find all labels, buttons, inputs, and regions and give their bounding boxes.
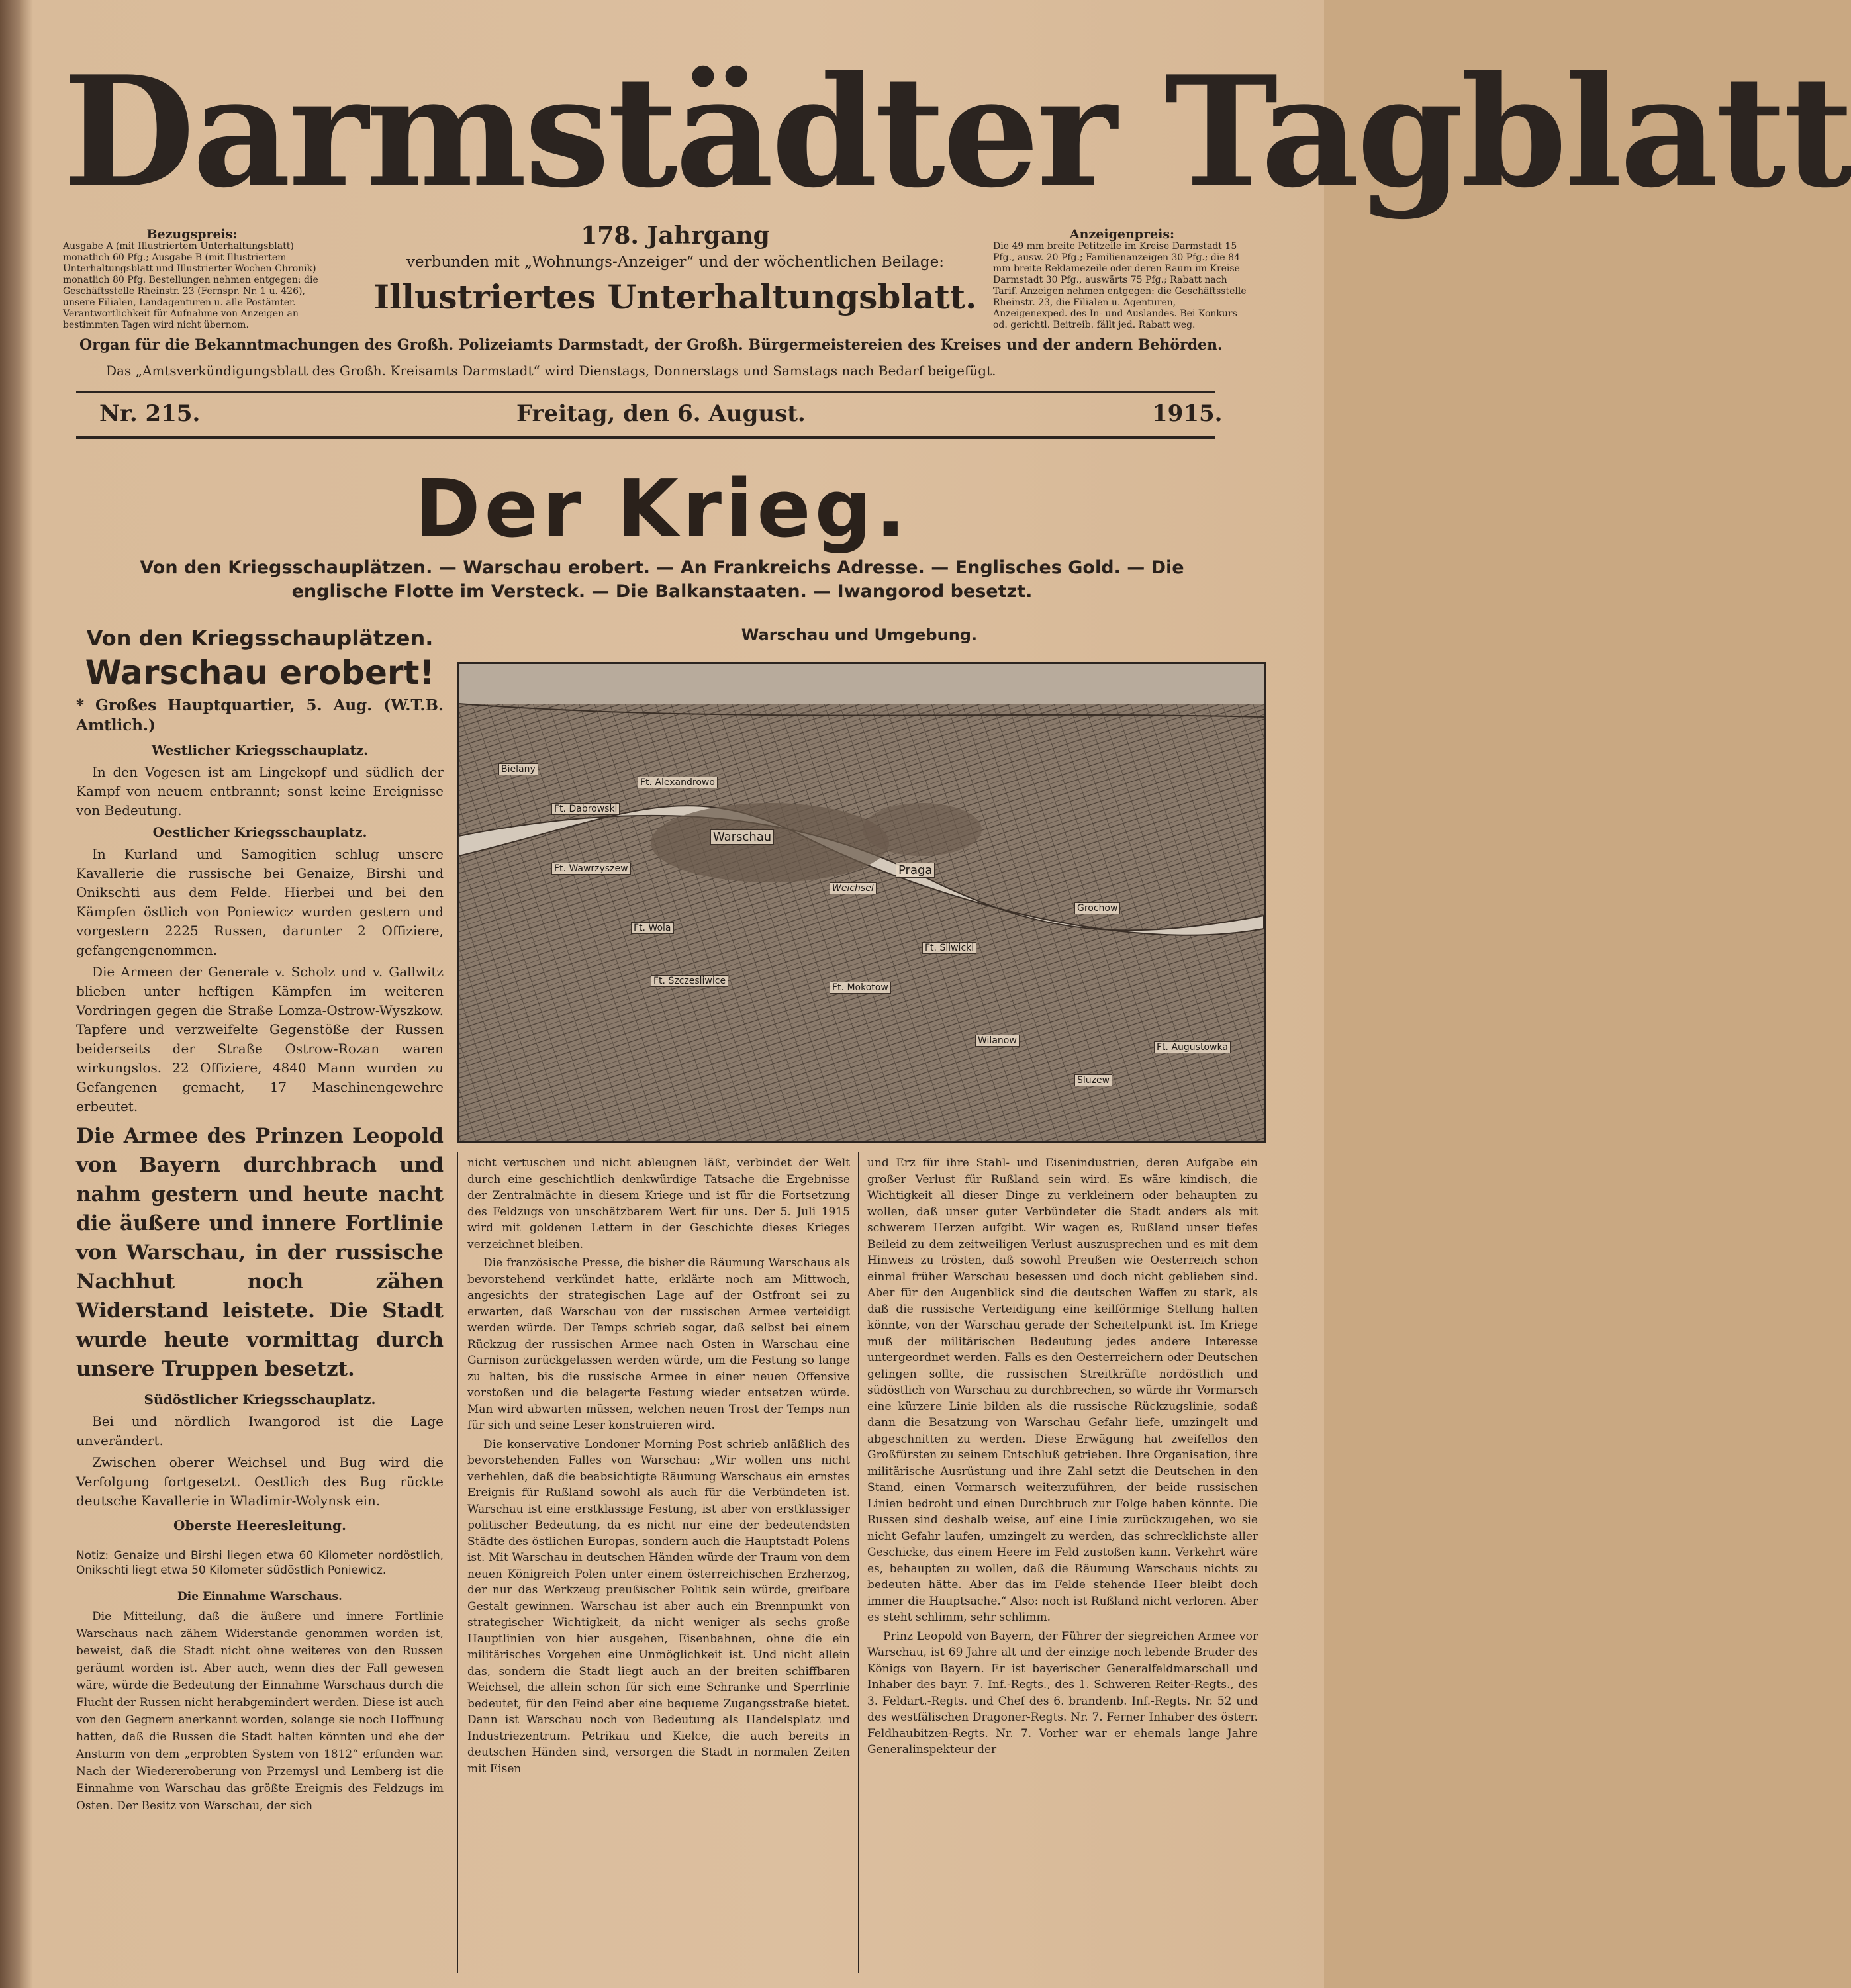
report-body	[76, 741, 444, 1116]
binding-spine	[0, 0, 20, 1988]
right-column	[867, 1155, 1258, 1761]
dateline: * Großes Hauptquartier, 5. Aug. (W.T.B. Amtlich.)	[76, 696, 444, 734]
anzeigenpreis-title: Anzeigenpreis:	[1069, 227, 1175, 242]
year-line: 178. Jahrgang	[581, 222, 770, 250]
amtsblatt-line: Das „Amtsverkündigungsblatt des Großh. Kreisamts Darmstadt“ wird Dienstags, Donnerstags und Samstags nach Bedarf beigefügt.	[106, 363, 996, 379]
map-label: Warschau	[710, 829, 774, 845]
big-head: Warschau erobert!	[85, 653, 435, 692]
map-label: Ft. Alexandrowo	[638, 777, 718, 788]
divider	[76, 391, 1215, 393]
divider	[76, 436, 1215, 439]
map-label: Weichsel	[830, 882, 877, 894]
right-text: Prinz Leopold von Bayern, der Führer der siegreichen Armee vor Warschau, ist 69 Jahre alt und der einzige noch lebende Bruder des Königs von Bayern. Er ist bayerischer Generalfeldmarschall und Inhaber des bayr. 7. Inf.-Regts., des 1. Schweren Reiter-Regts., des 3. Feldart.-Regts. und Chef des 6. brandenb. Inf.-Regts. Nr. 52 und des westfälischen Dragoner-Regts. Nr. 7. Ferner Inhaber des österr. Feldhaubitzen-Regts. Nr. 7. Vorher war er ehemals lange Jahre Generalinspekteur der	[867, 1629, 1258, 1756]
west-head: Westlicher Kriegsschauplatz.	[151, 742, 369, 758]
east-head: Oestlicher Kriegsschauplatz.	[152, 824, 367, 840]
map-label: Ft. Sliwicki	[922, 942, 976, 954]
map-label: Ft. Mokotow	[830, 982, 891, 994]
south-body	[76, 1390, 444, 1535]
notiz: Notiz: Genaize und Birshi liegen etwa 60 Kilometer nordöstlich, Onikschti liegt etwa 50 Kilometer südöstlich Poniewicz.	[76, 1549, 444, 1577]
map-sky	[459, 664, 1264, 704]
map-label: Ft. Augustowka	[1154, 1041, 1231, 1053]
map-drawing	[459, 664, 1264, 1141]
praga-area	[863, 803, 982, 856]
bold-report: Die Armee des Prinzen Leopold von Bayern durchbrach und nahm gestern und heute nacht die äußere und innere Fortlinie von Warschau, in der russische Nachhut noch zähen Widerstand leistete. Die Stadt wurde heute vormittag durch unsere Truppen besetzt.	[76, 1124, 444, 1381]
issue-year: 1915.	[1152, 401, 1223, 427]
right-text: und Erz für ihre Stahl- und Eisenindustrien, deren Aufgabe ein großer Verlust für Rußland sein wird. Es wäre kindisch, die Wichtigkeit all dieser Dinge zu verkleinern oder behaupten zu wollen, daß unser guter Verbündeter die Stadt anders als mit schwerem Herzen aufgibt. Wir wagen es, Rußland unser tiefes Beileid zu dem zeitweiligen Verlust auszusprechen und es mit dem Hinweis zu trösten, daß sowohl Preußen wie Oesterreich schon einmal früher Warschau besessen und doch nicht geblieben sind. Aber für den Augenblick sind die deutschen Waffen zu stark, als daß die russische Verteidigung eine keilförmige Stellung halten könnte, von der Warschau gerade der Scheitelpunkt ist. Im Kriege muß der militärischen Bedeutung jedes andere Interesse untergeordnet werden. Falls es den Oesterreichern oder Deutschen gelingen sollte, die russischen Streitkräfte nordöstlich und südöstlich von Warschau zu durchbrechen, so würde ihr Vormarsch eine kürzere Linie bilden als die russische Rückzugslinie, sodaß dann die Besatzung von Warschau Gefahr liefe, umzingelt und abgeschnitten zu werden. Diese Erwägung hat zweifellos den Großfürsten zu seinem Entschluß getrieben. Ihre Organisation, ihre militärische Ausrüstung und ihre Zahl setzt die Deutschen in den Stand, einen Vormarsch weiterzuführen, der beide russischen Linien bedroht und einen Durchbruch zur Folge haben könnte. Die Russen sind deshalb weise, auf eine Linie zurückzugehen, wo sie nicht Gefahr laufen, umzingelt zu werden, das schrecklichste aller Geschicke, das einem Heere im Feld zustoßen kann. Verkehrt wäre es, behaupten zu wollen, daß die Räumung Warschaus nichts zu bedeuten hätte. Aber das im Felde stehende Heer bleibt doch immer die Hauptsache.“ Also: noch ist Rußland nicht verloren. Aber es steht schlimm, sehr schlimm.	[867, 1157, 1258, 1624]
map-fields	[459, 704, 1264, 1141]
masthead-center	[371, 222, 980, 316]
map-label: Grochow	[1074, 902, 1120, 914]
masthead-title: Darmstädter Tagblatt	[63, 43, 1851, 222]
bezugspreis-text: Ausgabe A (mit Illustriertem Unterhaltungsblatt) monatlich 60 Pfg.; Ausgabe B (mit Illustriertem Unterhaltungsblatt und Illustrierter Wochen-Chronik) monatlich 80 Pfg. Bestellungen nehmen entgegen: die Geschäftsstelle Rheinstr. 23 (Fernspr. Nr. 1 u. 426), unsere Filialen, Landagenturen u. alle Postämter. Verantwortlichkeit für Aufnahme von Anzeigen an bestimmten Tagen wird nicht übernom.	[63, 241, 318, 330]
east-text: Die Armeen der Generale v. Scholz und v. Gallwitz blieben unter heftigen Kämpfen im weiteren Vordringen gegen die Straße Lomza-Ostrow-Wyszkow. Tapfere und verzweifelte Gegenstöße der Russen beiderseits der Straße Ostrow-Rozan waren wirkungslos. 22 Offiziere, 4840 Mann wurden zu Gefangenen gemacht, 17 Maschinengewehre erbeutet.	[76, 964, 444, 1114]
mid-text: nicht vertuschen und nicht ableugnen läßt, verbindet der Welt durch eine geschichtlich denkwürdige Tatsache die Ergebnisse der Zentralmächte in diesem Kriege und ist für die Fortsetzung des Feldzugs von unschätzbarem Wert für uns. Der 5. Juli 1915 wird mit goldenen Lettern in der Geschichte dieses Krieges verzeichnet bleiben.	[467, 1157, 850, 1251]
beilage-title: Illustriertes Unterhaltungsblatt.	[373, 277, 977, 316]
south-text: Zwischen oberer Weichsel und Bug wird die Verfolgung fortgesetzt. Oestlich des Bug rückte deutsche Kavallerie in Wladimir-Wolynsk ein.	[76, 1454, 444, 1509]
column-divider	[858, 1152, 859, 1973]
section-head: Von den Kriegsschauplätzen.	[86, 626, 434, 651]
map-label: Ft. Szczesliwice	[651, 975, 728, 987]
mid-text: Die konservative Londoner Morning Post schrieb anläßlich des bevorstehenden Falles von Warschau: „Wir wollen uns nicht verhehlen, daß die beabsichtigte Räumung Warschaus ein ernstes Ereignis für Rußland sowohl als auch für die Verbündeten ist. Warschau ist eine erstklassige Festung, ist aber von erstklassiger politischer Bedeutung, da es nicht nur eine der bedeutendsten Städte des östlichen Europas, sondern auch die Hauptstadt Polens ist. Mit Warschau in deutschen Händen würde der Traum von dem neuen Königreich Polen unter einem österreichischen Erzherzog, der nur das Werkzeug preußischer Politik sein würde, greifbare Gestalt gewinnen. Warschau ist aber auch ein Brennpunkt von strategischer Wichtigkeit, da nicht weniger als sechs große Hauptlinien von hier ausgehen, Eisenbahnen, ohne die ein militärisches Vorgehen eine Unmöglichkeit ist. Und nicht allein das, sondern die Stadt liegt auch an der breiten schiffbaren Weichsel, die allein schon für sich eine Schranke und Sperrlinie bedeutet, für den Feind aber eine bequeme Zugangsstraße bietet. Dann ist Warschau noch von Bedeutung als Handelsplatz und Industriezentrum. Petrikau und Kielce, die auch bereits in deutschen Händen sind, versorgen die Stadt in normalen Zeiten mit Eisen	[467, 1437, 850, 1775]
lead-subhead: Von den Kriegsschauplätzen. — Warschau erobert. — An Frankreichs Adresse. — Englisches Gold. — Die englische Flotte im Versteck. — Die Balkanstaaten. — Iwangorod besetzt.	[140, 557, 1184, 602]
south-head: Südöstlicher Kriegsschauplatz.	[144, 1392, 376, 1407]
issue-date: Freitag, den 6. August.	[516, 401, 806, 427]
verbunden-line: verbunden mit „Wohnungs-Anzeiger“ und der wöchentlichen Beilage:	[406, 254, 944, 271]
issue-number: Nr. 215.	[99, 401, 201, 427]
west-text: In den Vogesen ist am Lingekopf und südlich der Kampf von neuem entbrannt; sonst keine Ereignisse von Bedeutung.	[76, 764, 444, 818]
map-label: Ft. Wawrzyszew	[551, 863, 631, 875]
einnahme-text: Die Mitteilung, daß die äußere und innere Fortlinie Warschaus nach zähem Widerstande genommen worden ist, beweist, daß die Stadt nicht ohne weiteres von den Russen geräumt worden ist. Aber auch, wenn dies der Fall gewesen wäre, würde die Bedeutung der Einnahme Warschaus durch die Flucht der Russen nicht herabgemindert werden. Diese ist auch von den Gegnern anerkannt worden, solange sie noch Hoffnung hatten, daß die Russen die Stadt halten könnten und ehe der Ansturm von dem „erprobten System von 1812“ erfunden war. Nach der Wiedereroberung von Przemysl und Lemberg ist die Einnahme von Warschau das größte Ereignis des Feldzugs im Osten. Der Besitz von Warschau, der sich	[76, 1610, 444, 1813]
oberste-heeresleitung: Oberste Heeresleitung.	[173, 1517, 346, 1533]
lead-headline: Der Krieg.	[414, 463, 910, 555]
anzeigenpreis-box	[993, 228, 1251, 331]
map-label: Ft. Wola	[631, 922, 674, 934]
mid-text: Die französische Presse, die bisher die Räumung Warschaus als bevorstehend verkündet hatte, erklärte noch am Mittwoch, angesichts der strategischen Lage auf der Ostfront sei zu erwarten, daß Warschau von der russischen Armee verteidigt werden würde. Der Temps schrieb sogar, daß selbst bei einem Rückzug der russischen Armee nach Osten in Warschau eine Garnison zurückgelassen werden würde, um die Festung so lange zu halten, bis die russische Armee in einer neuen Offensive vorstoßen und die belagerte Festung wieder entsetzen würde. Man wird abwarten müssen, welchen neuen Trost der Temps nun für sich und seine Leser konstruieren wird.	[467, 1256, 850, 1432]
anzeigenpreis-text: Die 49 mm breite Petitzeile im Kreise Darmstadt 15 Pfg., ausw. 20 Pfg.; Familienanzeigen 30 Pfg.; die 84 mm breite Reklamezeile oder deren Raum im Kreise Darmstadt 30 Pfg., auswärts 75 Pfg.; Rabatt nach Tarif. Anzeigen nehmen entgegen: die Geschäftsstelle Rheinstr. 23, die Filialen u. Agenturen, Anzeigenexped. des In- und Auslandes. Bei Konkurs od. gerichtl. Beitreib. fällt jed. Rabatt weg.	[993, 241, 1247, 330]
organ-line: Organ für die Bekanntmachungen des Großh. Polizeiamts Darmstadt, der Großh. Bürgermeistereien des Kreises und der andern Behörden.	[79, 336, 1223, 354]
einnahme-head: Die Einnahme Warschaus.	[177, 1590, 342, 1603]
map-label: Sluzew	[1074, 1074, 1112, 1086]
map-label: Bielany	[498, 763, 538, 775]
south-text: Bei und nördlich Iwangorod ist die Lage unverändert.	[76, 1413, 444, 1448]
einnahme-body	[76, 1588, 444, 1815]
bezugspreis-title: Bezugspreis:	[146, 227, 238, 242]
left-column	[76, 626, 444, 1817]
map-label: Wilanow	[975, 1035, 1020, 1047]
map-label: Ft. Dabrowski	[551, 803, 620, 815]
map-caption: Warschau und Umgebung.	[741, 626, 978, 644]
warsaw-map	[457, 662, 1266, 1143]
column-divider	[457, 1152, 458, 1973]
bezugspreis-box	[63, 228, 321, 331]
map-label: Praga	[896, 863, 935, 878]
middle-column	[467, 1155, 850, 1779]
east-text: In Kurland und Samogitien schlug unsere Kavallerie die russische bei Genaize, Birshi und Onikschti aus dem Felde. Hierbei und bei den Kämpfen östlich von Poniewicz wurden gestern und vorgestern 2225 Russen, darunter 2 Offiziere, gefangengenommen.	[76, 846, 444, 958]
